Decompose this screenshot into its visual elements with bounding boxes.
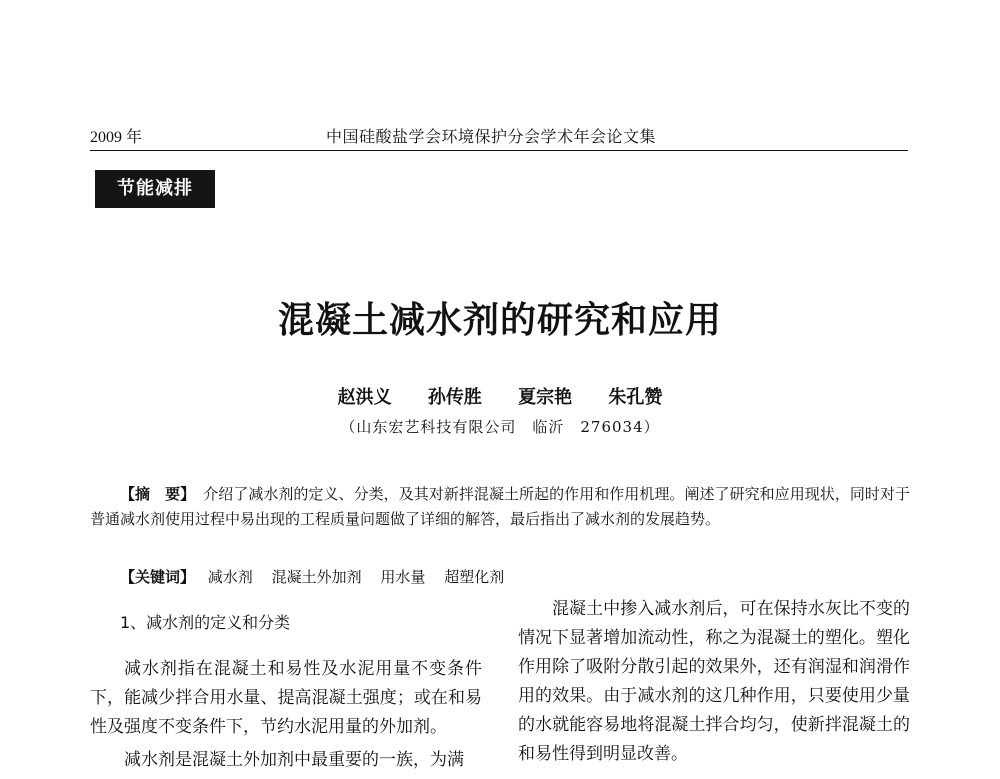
keywords: [120, 566, 518, 587]
keyword: 用水量: [380, 568, 426, 586]
section-heading: 1、减水剂的定义和分类: [120, 613, 291, 632]
author: 孙传胜: [427, 387, 482, 408]
body-paragraph: 减水剂指在混凝土和易性及水泥用量不变条件下，能减少拌合用水量、提高混凝土强度；或在和易性及强度不变条件下，节约水泥用量的外加剂。: [90, 659, 482, 737]
header-year: 2009 年: [90, 129, 143, 146]
body-paragraph: 减水剂是混凝土外加剂中最重要的一族，为满: [124, 750, 464, 770]
body-paragraph: 混凝土中掺入减水剂后，可在保持水灰比不变的情况下显著增加流动性，称之为混凝土的塑化。塑化作用除了吸附分散引起的效果外，还有润湿和润滑作用的效果。由于减水剂的这几种作用，只要使用少量的水就能容易地将混凝土拌合均匀，使新拌混凝土的和易性得到明显改善。: [518, 599, 910, 764]
author: 朱孔赞: [608, 387, 663, 408]
section-tag: 节能减排: [95, 170, 215, 208]
running-header: [90, 124, 908, 151]
keywords-label: 【关键词】: [120, 568, 196, 586]
body-column-left: [90, 608, 482, 779]
paper-title: 混凝土减水剂的研究和应用: [277, 299, 722, 341]
body-column-right: [518, 595, 910, 773]
author: 赵洪义: [337, 387, 392, 408]
header-journal-title: 中国硅酸盐学会环境保护分会学术年会论文集: [326, 127, 657, 146]
keyword: 超塑化剂: [444, 568, 505, 586]
author: 夏宗艳: [518, 387, 573, 408]
affiliation: （山东宏艺科技有限公司 临沂 276034）: [340, 418, 660, 436]
abstract-text: 介绍了减水剂的定义、分类，及其对新拌混凝土所起的作用和作用机理。阐述了研究和应用现状，同时对于普通减水剂使用过程中易出现的工程质量问题做了详细的解答，最后指出了减水剂的发展趋势。: [90, 485, 910, 528]
author-list: [0, 383, 1000, 409]
keyword: 混凝土外加剂: [271, 568, 362, 586]
abstract-label: 【摘 要】: [120, 485, 196, 503]
abstract: [90, 482, 910, 532]
keyword: 减水剂: [207, 568, 253, 586]
